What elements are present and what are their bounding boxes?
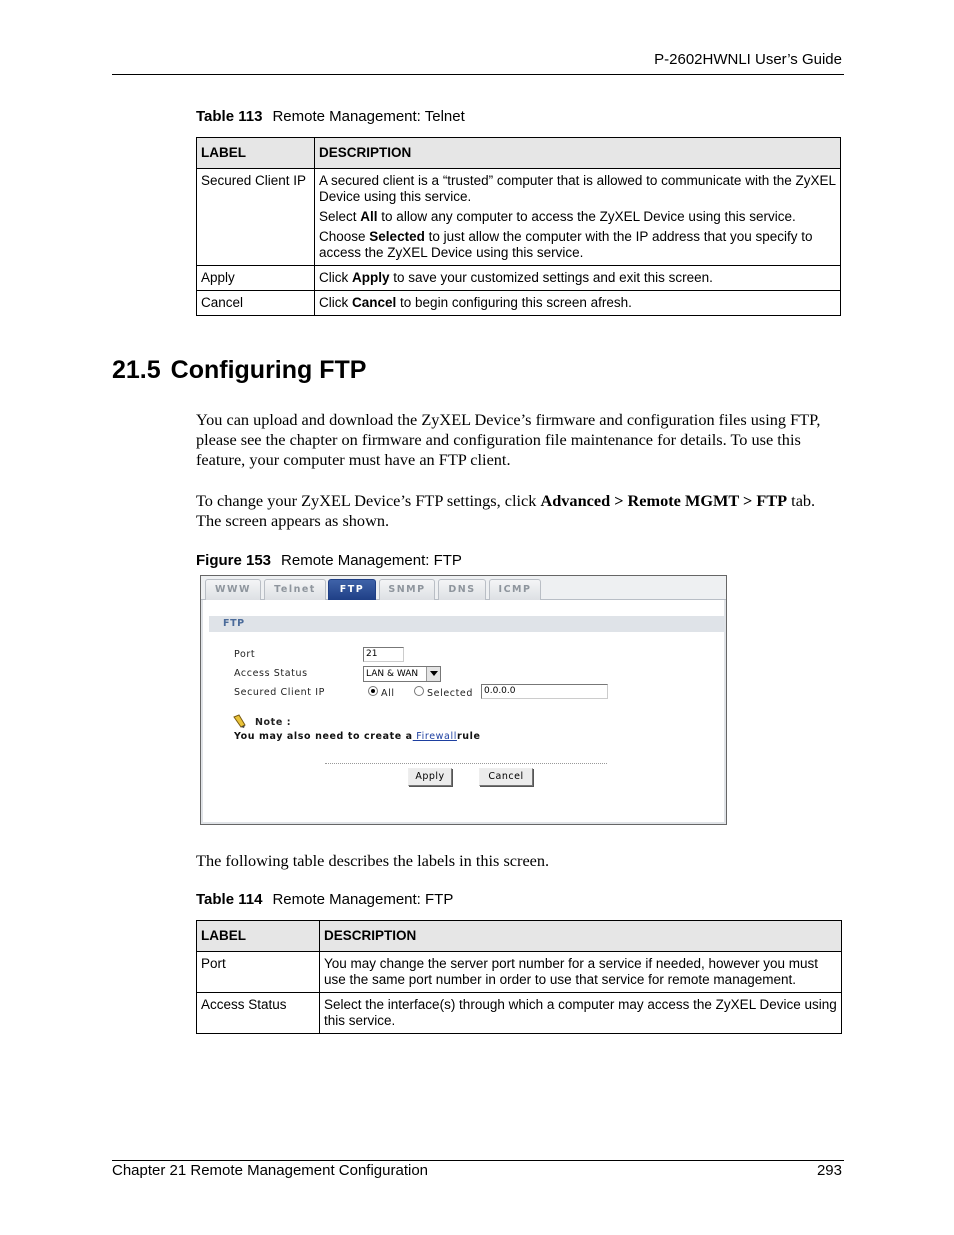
ftp-screen-figure: [200, 575, 727, 825]
table-cell-label: Cancel: [197, 291, 315, 316]
figure-153-caption: [196, 552, 462, 569]
footer-rule: [112, 1160, 844, 1161]
radio-selected-label: Selected: [427, 688, 473, 699]
tab-dns[interactable]: DNS: [438, 579, 486, 600]
table-row: [197, 993, 842, 1034]
text-run: tab. The screen appears as shown.: [196, 491, 816, 530]
table-header-label: LABEL: [197, 138, 315, 169]
table-114-caption-number: Table 114: [196, 891, 263, 908]
radio-all-label: All: [381, 688, 395, 699]
table-header-description: DESCRIPTION: [320, 921, 842, 952]
note-text-run: You may also need to create a: [234, 731, 413, 742]
tab-ftp[interactable]: FTP: [328, 579, 376, 600]
table-cell-description: [315, 266, 841, 291]
tab-icmp[interactable]: ICMP: [489, 579, 541, 600]
text-run-bold: Selected: [369, 229, 425, 244]
text-run: to begin configuring this screen afresh.: [396, 295, 632, 310]
text-run-bold: Cancel: [352, 295, 397, 310]
figure-153-caption-text: Remote Management: FTP: [281, 552, 462, 569]
table-cell-label: Secured Client IP: [197, 169, 315, 266]
table-cell-paragraph: [319, 229, 836, 261]
chevron-down-icon[interactable]: [426, 667, 440, 681]
table-row: [197, 138, 841, 169]
body-paragraph: [196, 491, 844, 531]
table-114-caption-text: Remote Management: FTP: [272, 891, 454, 908]
text-run: to allow any computer to access the ZyXEL Device using this service.: [377, 209, 796, 224]
table-113-caption-text: Remote Management: Telnet: [272, 108, 465, 125]
text-run: Select: [319, 209, 361, 224]
firewall-link[interactable]: Firewall: [412, 731, 457, 742]
section-heading: [112, 356, 366, 385]
table-114-caption: [196, 891, 453, 908]
access-status-label: Access Status: [234, 668, 308, 679]
table-row: [197, 921, 842, 952]
body-paragraph: The following table describes the labels in this screen.: [196, 851, 550, 870]
table-row: [197, 291, 841, 316]
page-number: 293: [816, 1162, 842, 1179]
text-run: Click: [319, 270, 352, 285]
radio-selected[interactable]: [414, 686, 424, 696]
tab-telnet[interactable]: Telnet: [264, 579, 326, 600]
header-rule: [112, 74, 844, 75]
note-title: Note :: [255, 717, 292, 728]
text-run: Choose: [319, 229, 370, 244]
table-row: [197, 266, 841, 291]
tab-www[interactable]: WWW: [205, 579, 261, 600]
table-114: [196, 920, 842, 1034]
table-cell-label: Port: [197, 952, 320, 993]
body-paragraph: You can upload and download the ZyXEL Device’s firmware and configuration files using FTP, please see the chapter on firmware and configuration file maintenance for details. To use this feature, your computer must have an FTP client.: [196, 410, 821, 469]
figure-153-caption-number: Figure 153: [196, 552, 272, 569]
text-run-bold: Advanced > Remote MGMT > FTP: [540, 491, 788, 510]
text-run: Click: [319, 295, 352, 310]
divider: [325, 763, 607, 764]
cancel-button[interactable]: Cancel: [479, 768, 533, 786]
apply-button[interactable]: Apply: [408, 768, 452, 786]
tab-bar: [201, 576, 726, 600]
table-header-description: DESCRIPTION: [315, 138, 841, 169]
port-label: Port: [234, 649, 256, 660]
table-113: [196, 137, 841, 316]
section-number: 21.5: [112, 356, 161, 384]
table-cell-description: You may change the server port number for a service if needed, however you must use the same port number in order to use that service for remote management.: [320, 952, 842, 993]
table-cell-label: Apply: [197, 266, 315, 291]
table-cell-description: Select the interface(s) through which a computer may access the ZyXEL Device using this service.: [320, 993, 842, 1034]
tab-snmp[interactable]: SNMP: [379, 579, 435, 600]
table-113-caption-number: Table 113: [196, 108, 263, 125]
table-cell-description: [315, 291, 841, 316]
text-run: to just allow the computer with the IP address that you specify to access the ZyXEL Device using this service.: [319, 229, 813, 260]
table-cell-description: [315, 169, 841, 266]
access-status-value: LAN & WAN: [366, 669, 419, 679]
ftp-panel: [201, 600, 726, 824]
footer-chapter: Chapter 21 Remote Management Configuration: [112, 1162, 429, 1179]
note-text-run: rule: [456, 731, 481, 742]
access-status-select[interactable]: [363, 666, 441, 682]
note-pencil-icon: [233, 714, 246, 728]
note-text: [234, 731, 481, 742]
text-run-bold: All: [360, 209, 378, 224]
table-row: [197, 952, 842, 993]
table-row: [197, 169, 841, 266]
text-run: to save your customized settings and exit this screen.: [389, 270, 713, 285]
section-title: Configuring FTP: [170, 356, 367, 384]
table-cell-paragraph: [319, 209, 836, 225]
secured-ip-input[interactable]: 0.0.0.0: [481, 684, 608, 699]
text-run: To change your ZyXEL Device’s FTP settings, click: [196, 491, 541, 510]
text-run-bold: Apply: [352, 270, 390, 285]
table-cell-label: Access Status: [197, 993, 320, 1034]
radio-all[interactable]: [368, 686, 378, 696]
port-input[interactable]: 21: [363, 647, 404, 662]
table-header-label: LABEL: [197, 921, 320, 952]
secured-client-ip-label: Secured Client IP: [234, 687, 325, 698]
table-cell-paragraph: A secured client is a “trusted” computer that is allowed to communicate with the ZyXEL Device using this service.: [319, 173, 836, 204]
table-113-caption: [196, 108, 465, 125]
running-header: P-2602HWNLI User’s Guide: [654, 51, 842, 68]
panel-title: FTP: [209, 616, 725, 632]
